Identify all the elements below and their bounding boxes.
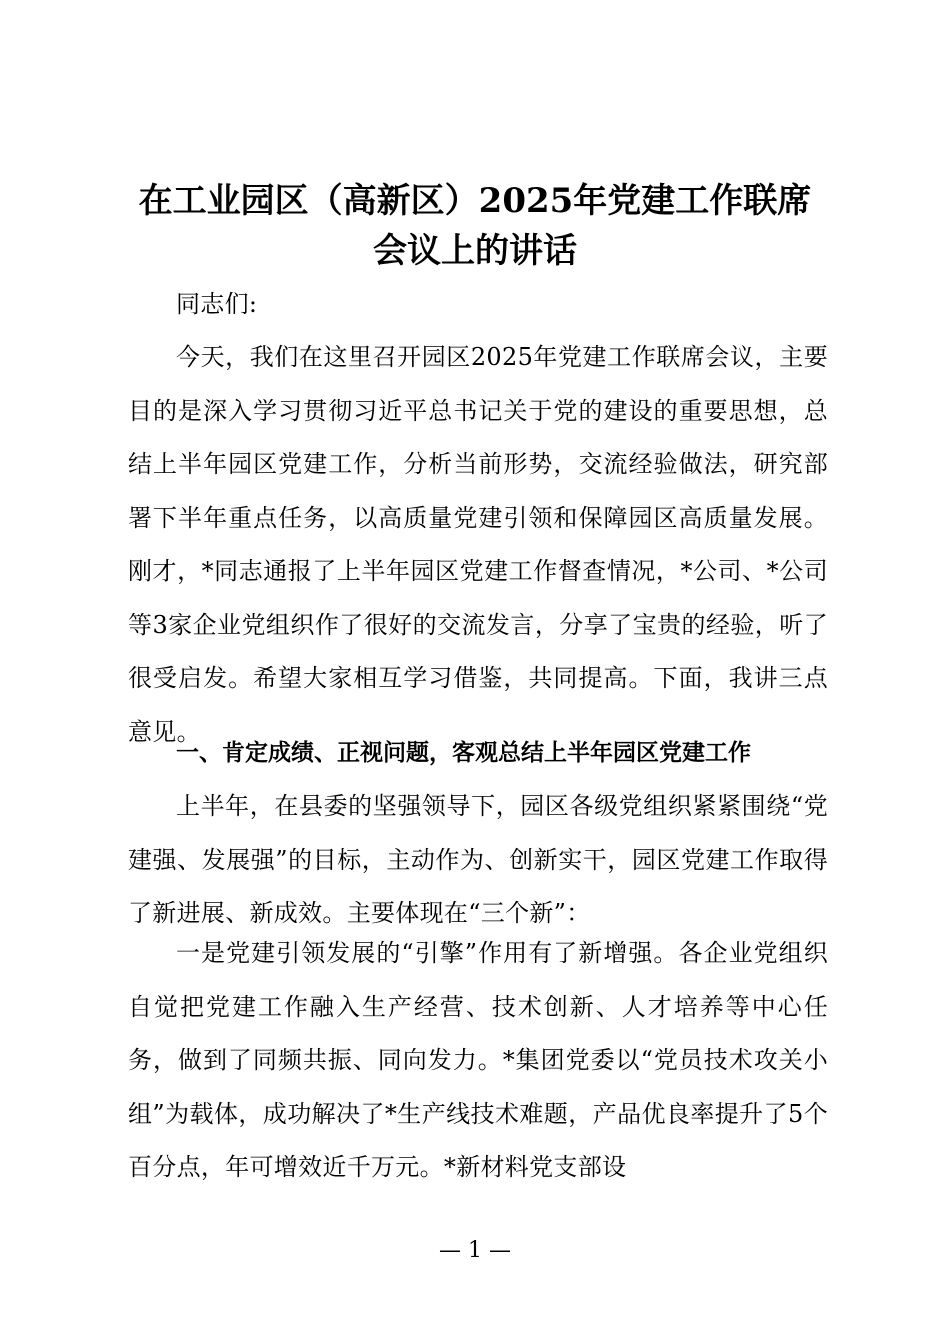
section-heading-1: 一、肯定成绩、正视问题，客观总结上半年园区党建工作: [176, 740, 751, 766]
page-number: — 1 —: [439, 1238, 511, 1263]
salutation: 同志们:: [176, 290, 258, 318]
paragraph-introduction: 今天，我们在这里召开园区2025年党建工作联席会议，主要目的是深入学习贯彻习近平总书记关于党的建设的重要思想，总结上半年园区党建工作，分析当前形势，交流经验做法，研究部署下半年重点任务，以高质量党建引领和保障园区高质量发展。刚才，*同志通报了上半年园区党建工作督查情况，*公司、*公司等3家企业党组织作了很好的交流发言，分享了宝贵的经验，听了很受启发。希望大家相互学习借鉴，共同提高。下面，我讲三点意见。: [128, 343, 828, 746]
document-title-line-2: 会议上的讲话: [373, 231, 577, 271]
document-title-line-1: 在工业园区（高新区）2025年党建工作联席: [138, 181, 812, 221]
paragraph-summary: 上半年，在县委的坚强领导下，园区各级党组织紧紧围绕“党建强、发展强”的目标，主动作为、创新实干，园区党建工作取得了新进展、新成效。主要体现在“三个新”：: [128, 792, 828, 927]
paragraph-point-one: 一是党建引领发展的“引擎”作用有了新增强。各企业党组织自觉把党建工作融入生产经营、技术创新、人才培养等中心任务，做到了同频共振、同向发力。*集团党委以“党员技术攻关小组”为载体，成功解决了*生产线技术难题，产品优良率提升了5个百分点，年可增效近千万元。*新材料党支部设: [128, 939, 828, 1181]
